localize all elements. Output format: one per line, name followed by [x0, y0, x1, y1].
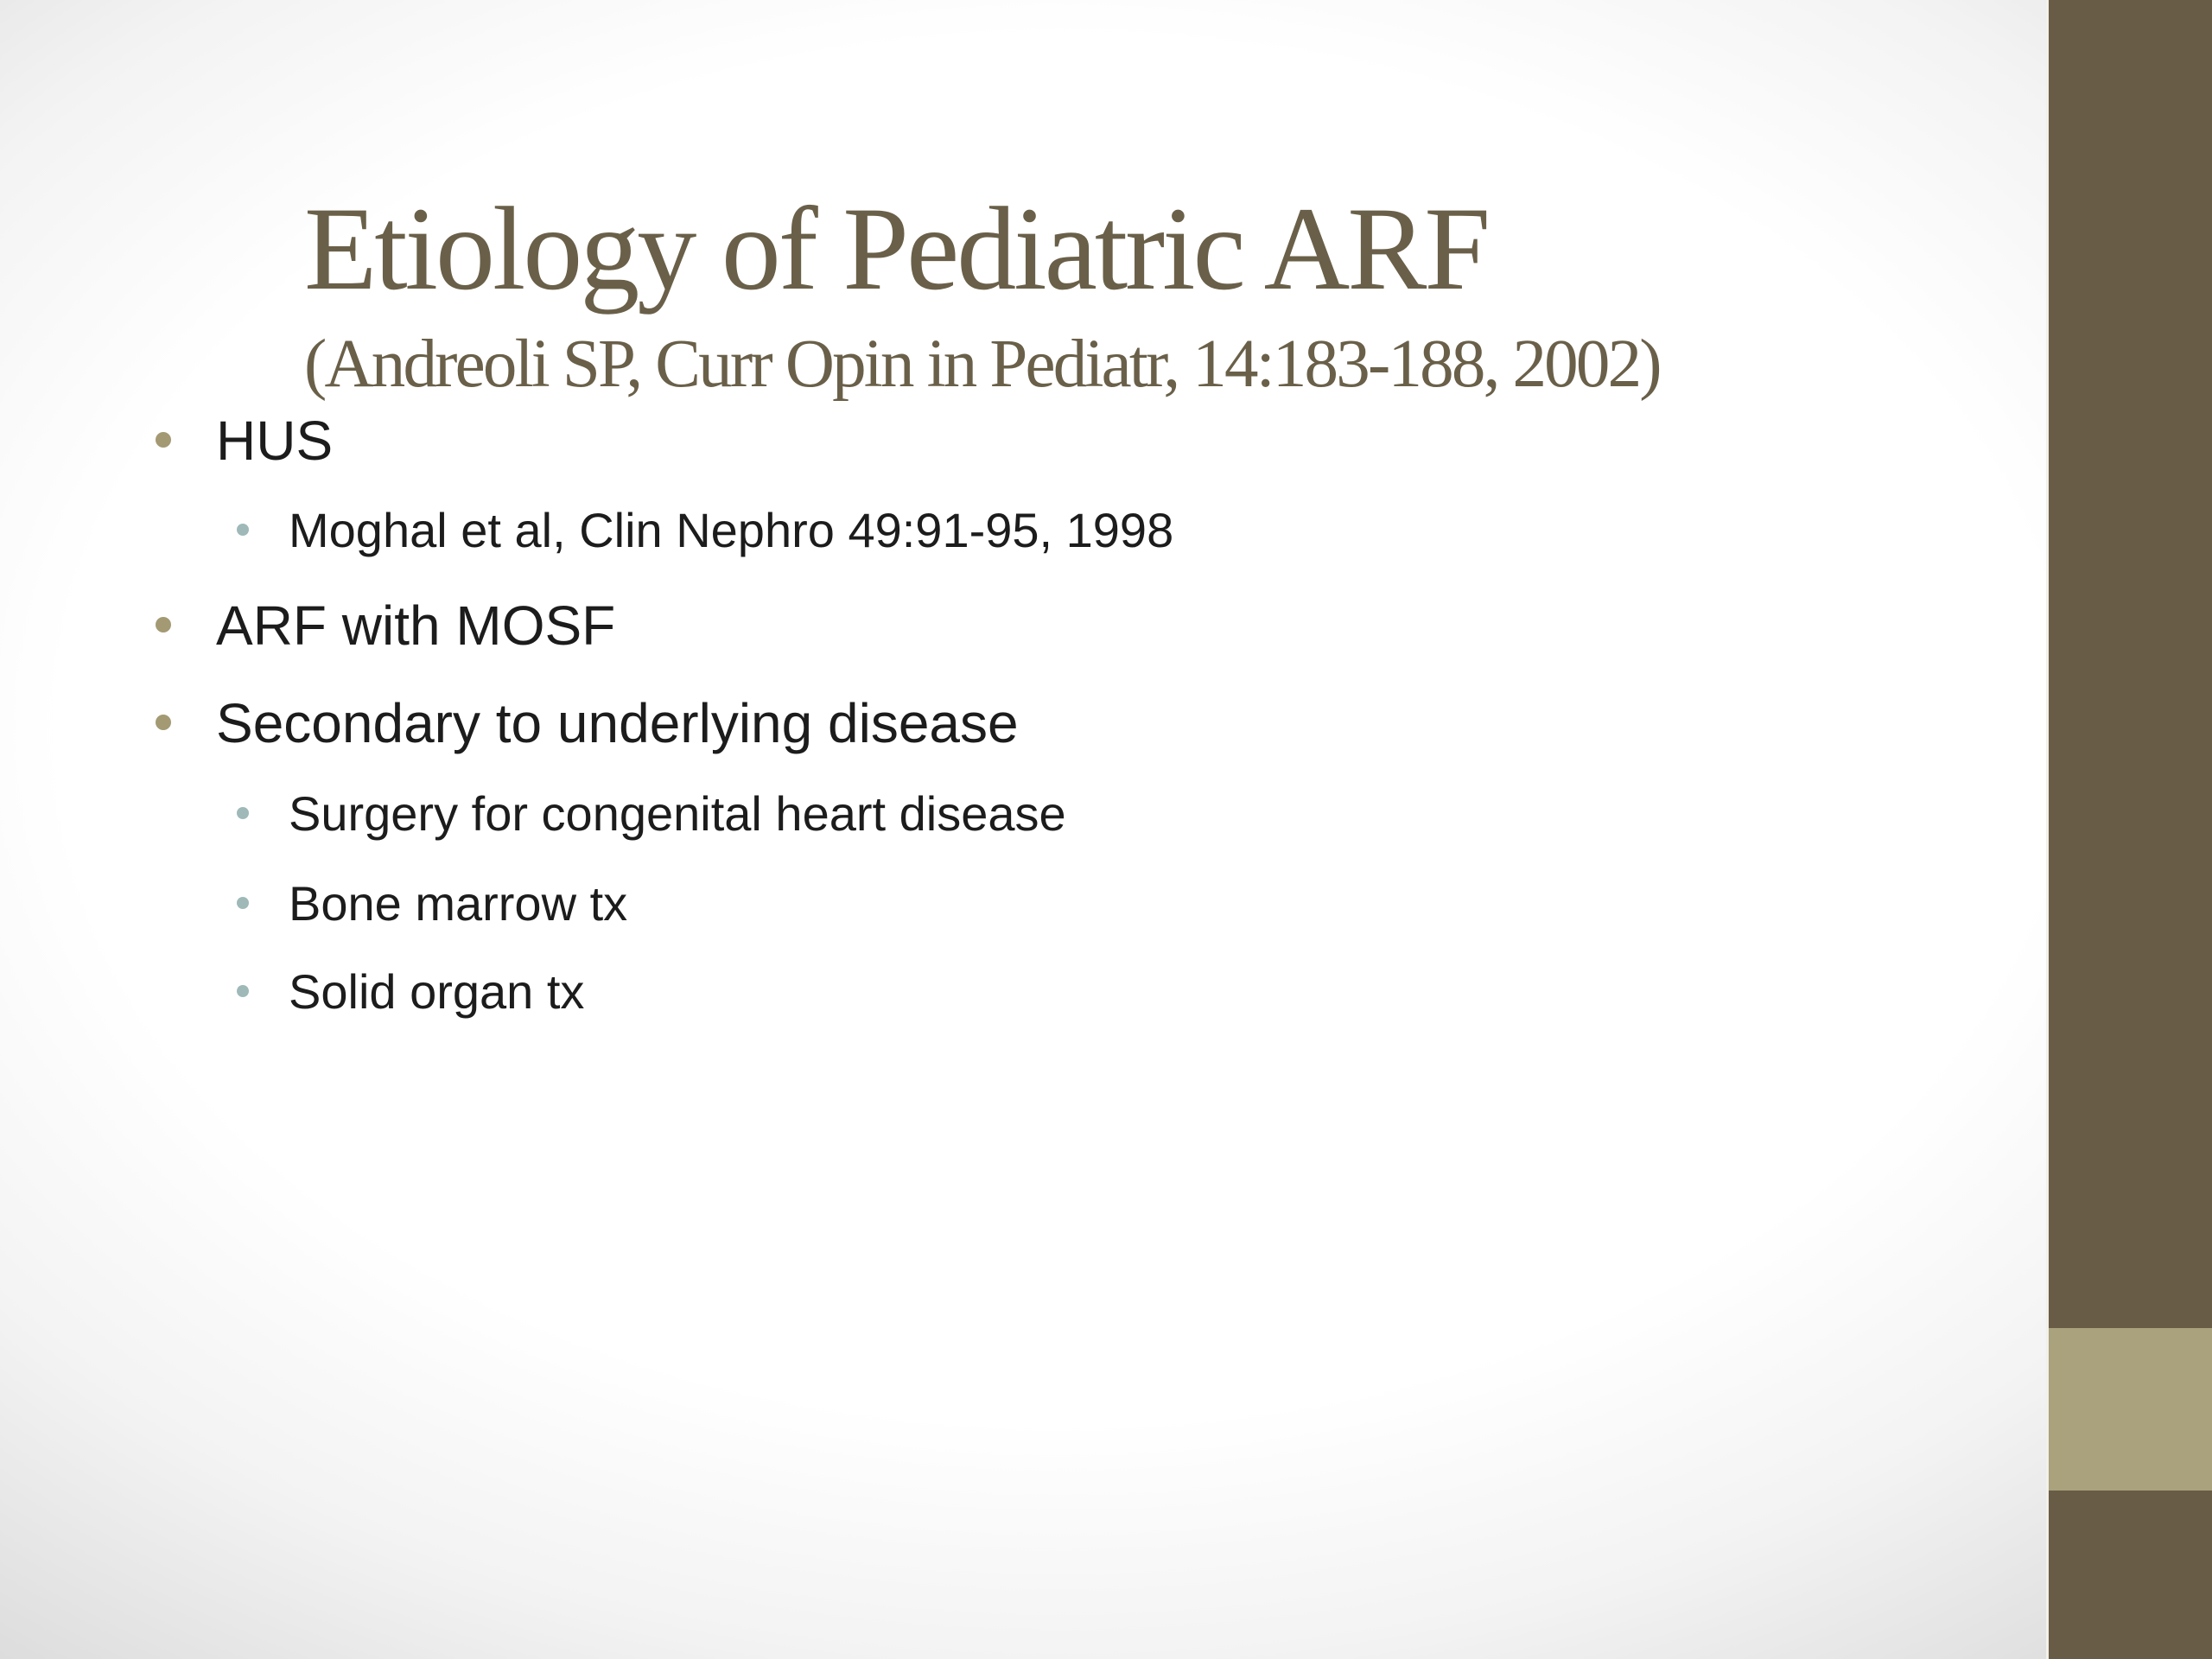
slide-subtitle: (Andreoli SP, Curr Opin in Pediatr, 14:183-188, 2002): [304, 327, 1660, 402]
sub-bullet-item: [289, 784, 1066, 844]
bullet-dot-icon: [156, 432, 171, 448]
sub-bullet-text: Moghal et al, Clin Nephro 49:91-95, 1998: [289, 503, 1174, 557]
sub-bullet-dot-icon: [237, 985, 249, 997]
sub-bullet-item: [289, 874, 627, 934]
sub-bullet-dot-icon: [237, 524, 249, 536]
sub-bullet-dot-icon: [237, 897, 249, 909]
bullet-dot-icon: [156, 715, 171, 730]
bullet-item: [216, 591, 615, 660]
bullet-text: HUS: [216, 410, 334, 472]
sub-bullet-text: Surgery for congenital heart disease: [289, 786, 1066, 841]
slide-title: Etiology of Pediatric ARF: [304, 182, 1489, 315]
bullet-item: [216, 689, 1019, 758]
bullet-item: [216, 406, 333, 475]
bullet-dot-icon: [156, 617, 171, 632]
bullet-text: Secondary to underlying disease: [216, 692, 1019, 754]
sub-bullet-item: [289, 962, 584, 1022]
sub-bullet-text: Solid organ tx: [289, 964, 585, 1019]
sub-bullet-dot-icon: [237, 807, 249, 819]
sub-bullet-item: [289, 500, 1173, 561]
bullet-text: ARF with MOSF: [216, 594, 616, 657]
sub-bullet-text: Bone marrow tx: [289, 876, 628, 931]
side-accent-block: [2049, 1328, 2212, 1491]
